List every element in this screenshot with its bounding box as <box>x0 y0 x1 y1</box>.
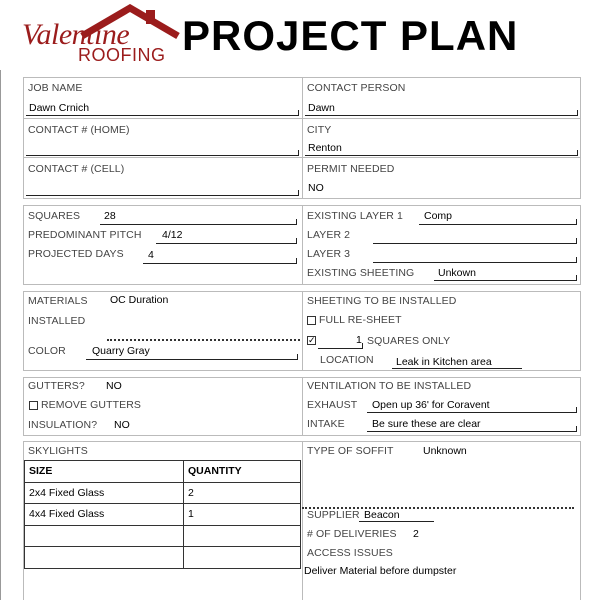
ventilation-label: VENTILATION TO BE INSTALLED <box>307 380 472 392</box>
exhaust-value: Open up 36' for Coravent <box>372 399 490 411</box>
size-cell[interactable]: 2x4 Fixed Glass <box>25 482 184 504</box>
intake-label: INTAKE <box>307 418 345 430</box>
exhaust-field[interactable] <box>367 407 577 413</box>
soffit-value: Unknown <box>423 445 467 457</box>
deliveries-label: # OF DELIVERIES <box>307 528 397 540</box>
insulation-value: NO <box>114 419 130 431</box>
materials-value: OC Duration <box>110 294 169 306</box>
gutters-value: NO <box>106 380 122 392</box>
materials-label: MATERIALS <box>28 295 88 307</box>
remove-gutters-label: REMOVE GUTTERS <box>41 399 141 411</box>
contact-home-field[interactable] <box>26 150 299 156</box>
size-cell[interactable]: 4x4 Fixed Glass <box>25 504 184 526</box>
contact-person-value: Dawn <box>308 102 335 114</box>
permit-label: PERMIT NEEDED <box>307 163 395 175</box>
days-field[interactable] <box>143 258 297 264</box>
layer3-field[interactable] <box>373 257 577 263</box>
skylights-table <box>24 460 301 569</box>
permit-value: NO <box>308 182 324 194</box>
squares-field[interactable] <box>100 219 297 225</box>
supplier-field[interactable] <box>359 521 434 522</box>
contact-person-field[interactable] <box>305 110 578 116</box>
access-label: ACCESS ISSUES <box>307 547 393 559</box>
left-page-border <box>0 70 1 600</box>
squares-only-field[interactable] <box>318 343 363 349</box>
skylights-label: SKYLIGHTS <box>28 445 88 457</box>
access-value: Deliver Material before dumpster <box>304 565 457 577</box>
remove-gutters-checkbox[interactable] <box>29 401 38 410</box>
size-column-header: SIZE <box>25 461 184 483</box>
color-field[interactable] <box>86 354 298 360</box>
layer3-label: LAYER 3 <box>307 248 351 260</box>
location-value: Leak in Kitchen area <box>396 356 492 368</box>
layer2-label: LAYER 2 <box>307 229 351 241</box>
squares-label: SQUARES <box>28 210 81 222</box>
pitch-label: PREDOMINANT PITCH <box>28 229 142 241</box>
job-name-field[interactable] <box>26 110 299 116</box>
layer1-field[interactable] <box>419 219 577 225</box>
table-row <box>25 547 301 569</box>
quantity-cell[interactable]: 1 <box>184 504 301 526</box>
exhaust-label: EXHAUST <box>307 399 358 411</box>
location-field[interactable] <box>392 368 522 369</box>
squares-only-label: SQUARES ONLY <box>367 335 451 347</box>
squares-only-count: 1 <box>356 334 362 346</box>
contact-cell-field[interactable] <box>26 190 299 196</box>
table-row <box>25 482 301 504</box>
size-cell[interactable] <box>25 525 184 547</box>
table-header-row <box>25 461 301 483</box>
squares-only-checkbox[interactable]: ✓ <box>308 335 316 345</box>
supplier-label: SUPPLIER <box>307 509 360 521</box>
quantity-cell[interactable] <box>184 525 301 547</box>
existing-sheeting-label: EXISTING SHEETING <box>307 267 415 279</box>
insulation-label: INSULATION? <box>28 419 98 431</box>
quantity-cell[interactable]: 2 <box>184 482 301 504</box>
color-value: Quarry Gray <box>92 345 150 357</box>
full-resheet-label: FULL RE-SHEET <box>319 314 402 326</box>
days-value: 4 <box>148 249 154 261</box>
quantity-column-header: QUANTITY <box>184 461 301 483</box>
contact-cell-label: CONTACT # (CELL) <box>28 163 125 175</box>
city-field[interactable] <box>305 150 578 156</box>
job-name-value: Dawn Crnich <box>29 102 90 114</box>
table-row <box>25 525 301 547</box>
existing-sheeting-field[interactable] <box>434 275 577 281</box>
full-resheet-checkbox[interactable] <box>307 316 316 325</box>
logo-subtitle: ROOFING <box>78 45 166 65</box>
color-label: COLOR <box>28 345 66 357</box>
layer2-field[interactable] <box>373 238 577 244</box>
intake-field[interactable] <box>367 426 577 432</box>
installed-label: INSTALLED <box>28 315 86 327</box>
location-label: LOCATION <box>320 354 374 366</box>
size-cell[interactable] <box>25 547 184 569</box>
logo-script: Valentine <box>22 18 130 51</box>
page-title: PROJECT PLAN <box>182 12 519 59</box>
existing-sheeting-value: Unkown <box>438 267 476 279</box>
squares-value: 28 <box>104 210 116 222</box>
contact-home-label: CONTACT # (HOME) <box>28 124 130 136</box>
days-label: PROJECTED DAYS <box>28 248 124 260</box>
materials-dotted-line <box>107 339 300 341</box>
deliveries-value: 2 <box>413 528 419 540</box>
city-label: CITY <box>307 124 332 136</box>
layer1-value: Comp <box>424 210 453 222</box>
pitch-value: 4/12 <box>162 229 183 241</box>
city-value: Renton <box>308 142 342 154</box>
sheeting-install-label: SHEETING TO BE INSTALLED <box>307 295 457 307</box>
soffit-label: TYPE OF SOFFIT <box>307 445 394 457</box>
gutters-label: GUTTERS? <box>28 380 85 392</box>
intake-value: Be sure these are clear <box>372 418 481 430</box>
company-logo <box>20 4 170 66</box>
layer1-label: EXISTING LAYER 1 <box>307 210 403 222</box>
job-name-label: JOB NAME <box>28 82 83 94</box>
quantity-cell[interactable] <box>184 547 301 569</box>
supplier-value: Beacon <box>364 509 400 521</box>
table-row <box>25 504 301 526</box>
pitch-field[interactable] <box>156 238 297 244</box>
contact-person-label: CONTACT PERSON <box>307 82 406 94</box>
